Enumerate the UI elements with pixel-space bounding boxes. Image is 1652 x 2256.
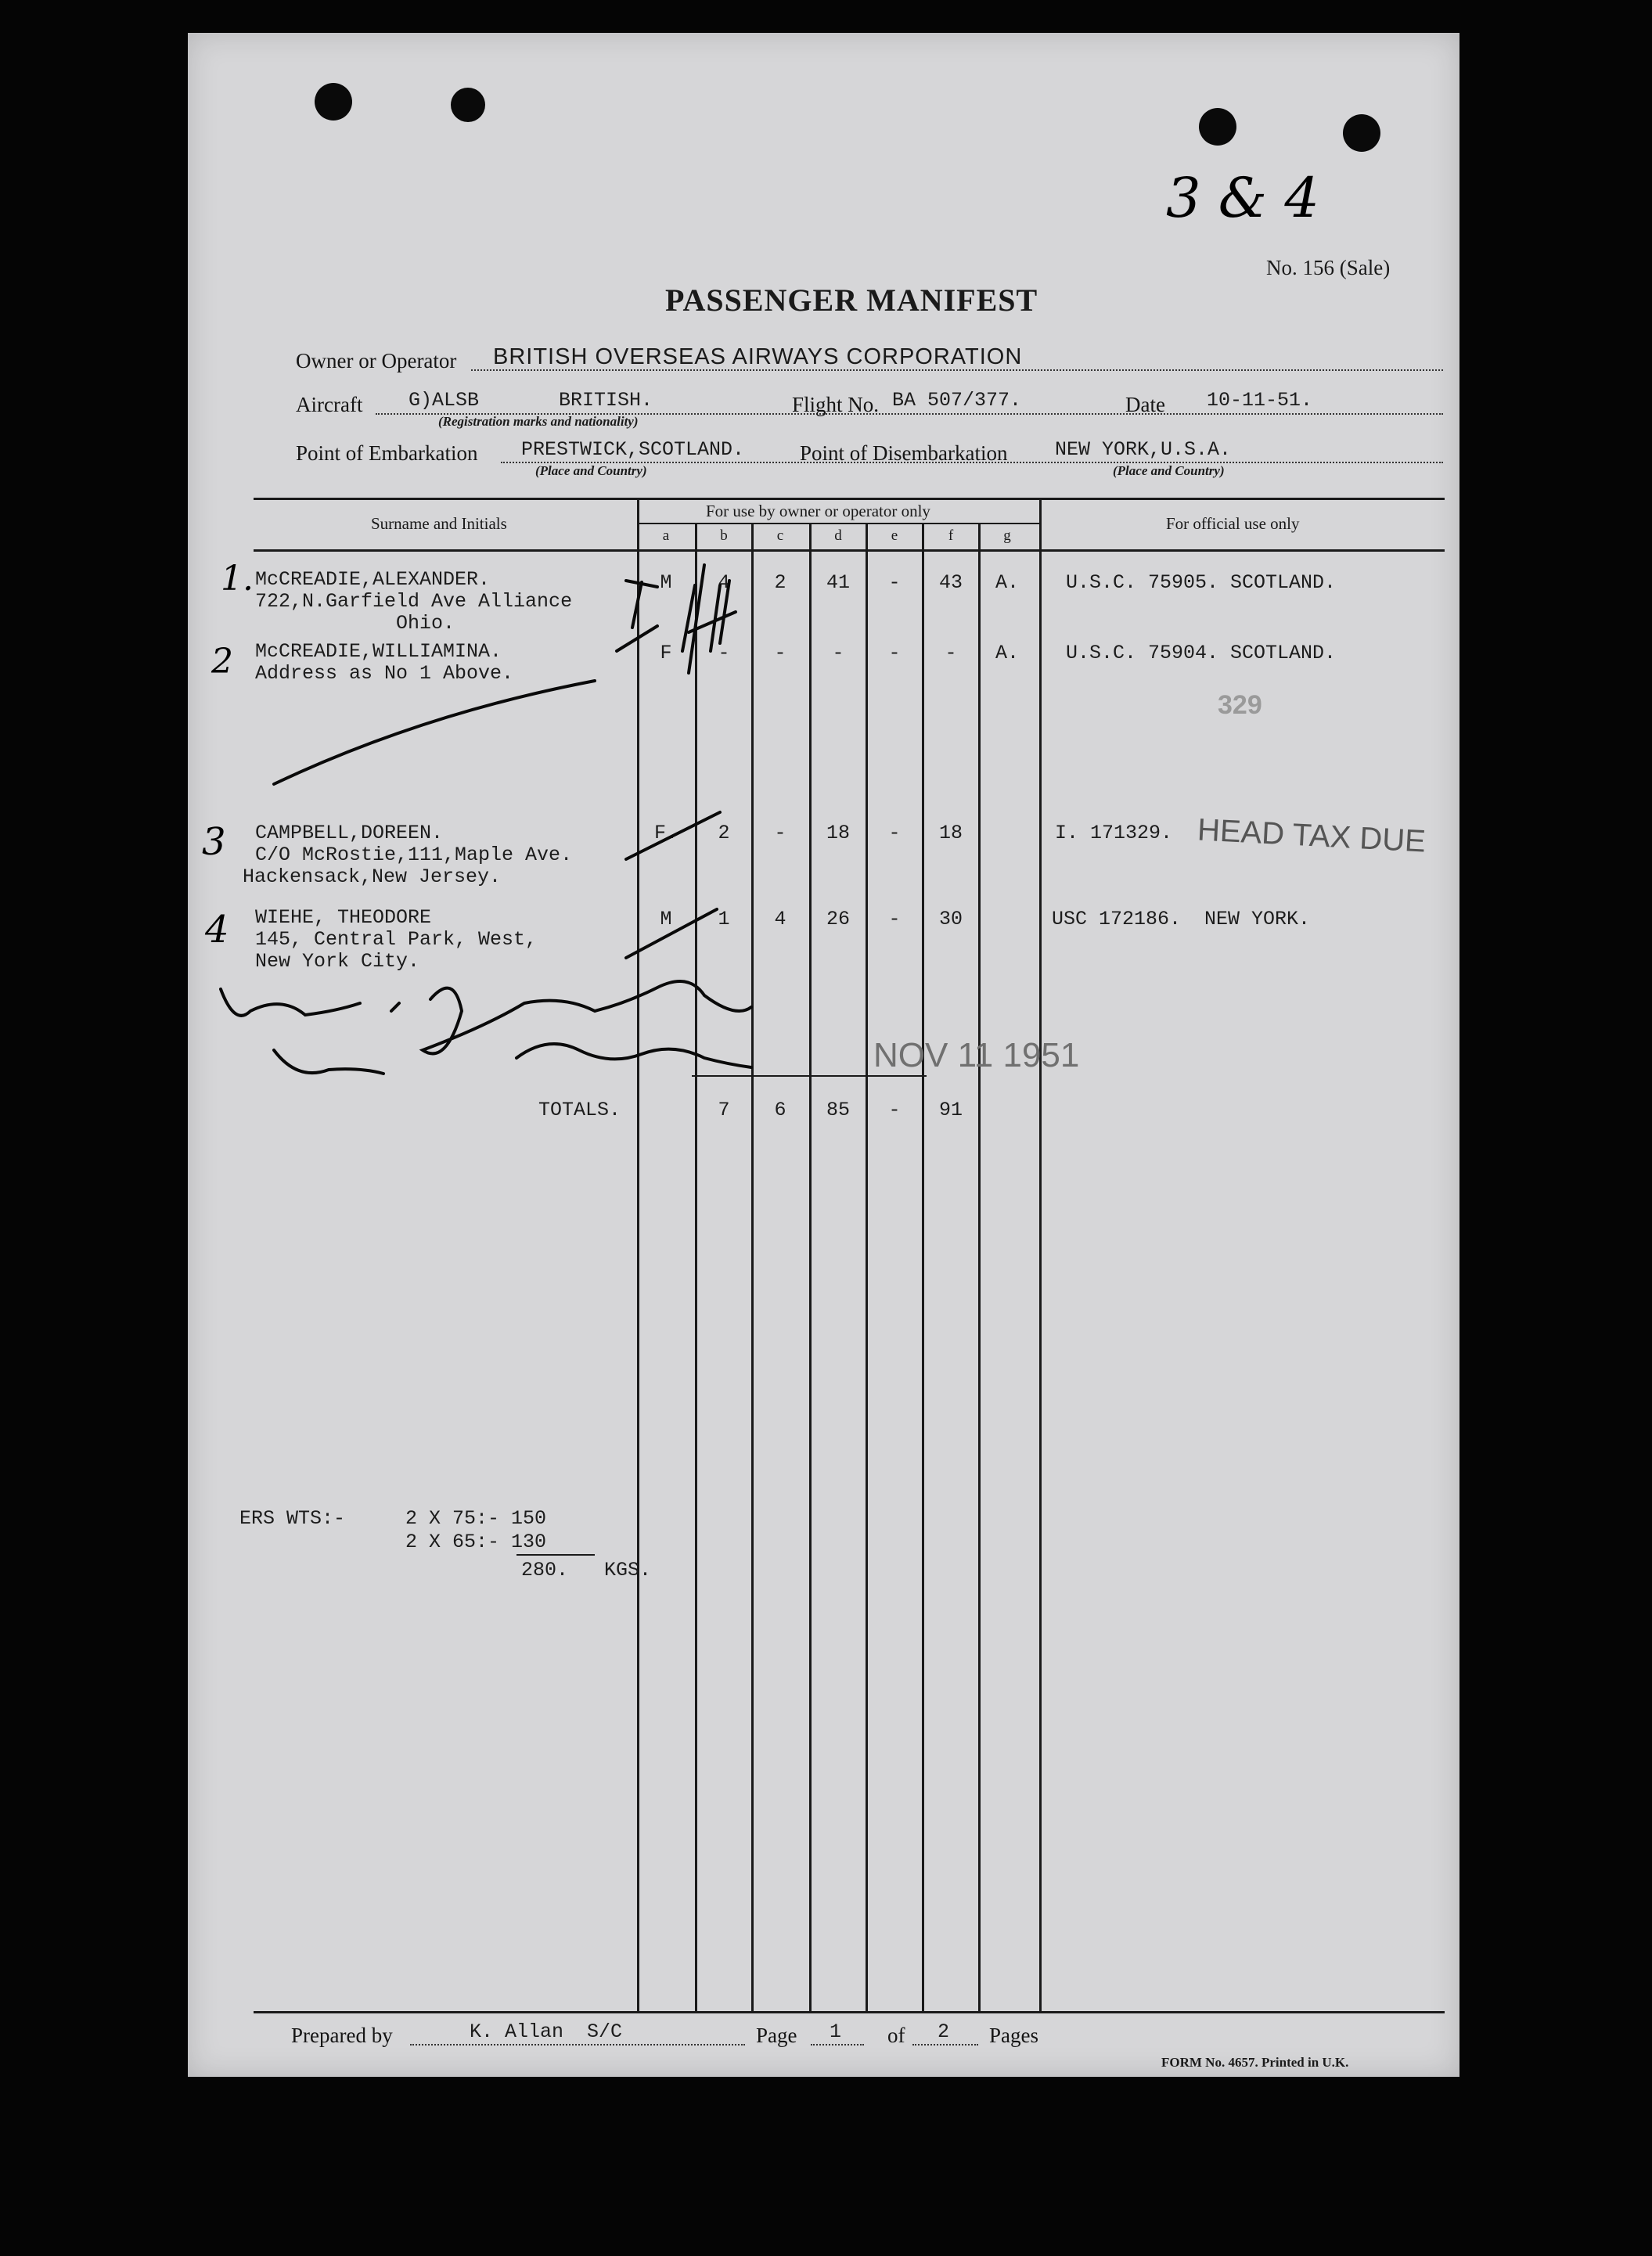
of-label: of: [887, 2024, 905, 2047]
date-value: 10-11-51.: [1207, 389, 1313, 412]
handwritten-marks: [188, 33, 1459, 1207]
form-note: FORM No. 4657. Printed in U.K.: [1161, 2055, 1349, 2070]
handwritten-initial-w: [736, 628, 772, 664]
cell-a: F.: [653, 822, 678, 844]
total-f: 91: [938, 1099, 963, 1121]
official-entry: I. 171329.: [1055, 822, 1173, 844]
passenger-address: Hackensack,New Jersey.: [243, 865, 502, 888]
of-underline: [912, 2044, 978, 2046]
column-header-e: e: [891, 527, 898, 544]
total-e: -: [888, 1099, 901, 1121]
weights-sum-rule: [516, 1554, 595, 1556]
page-title: PASSENGER MANIFEST: [665, 282, 1038, 318]
column-header-f: f: [948, 527, 954, 544]
cell-e: -: [888, 908, 901, 930]
row-number: 4: [205, 908, 229, 952]
cell-g: A.: [995, 571, 1019, 594]
stamp-date-received: NOV 11 1951: [873, 1036, 1080, 1074]
cell-c: 2: [774, 571, 786, 594]
header-surname: Surname and Initials: [371, 514, 507, 533]
embarkation-value: PRESTWICK,SCOTLAND.: [521, 438, 745, 461]
header-owner-use: For use by owner or operator only: [706, 502, 930, 520]
page-number: 3 & 4: [1166, 166, 1319, 230]
handwritten-line-1: [211, 984, 707, 1027]
passenger-address: New York City.: [255, 950, 420, 973]
cell-e: -: [888, 822, 901, 844]
handwritten-initials-ih: [673, 562, 731, 604]
weights-line-2: 2 X 65:- 130: [405, 1531, 547, 1553]
page-underline: [811, 2044, 864, 2046]
header-official-use: For official use only: [1166, 514, 1300, 533]
total-d: 85: [826, 1099, 850, 1121]
passenger-address: C/O McRostie,111,Maple Ave.: [255, 844, 573, 866]
prepared-value: K. Allan S/C: [470, 2020, 623, 2043]
disembarkation-value: NEW YORK,U.S.A.: [1055, 438, 1232, 461]
cell-d: 26: [826, 908, 850, 930]
column-header-b: b: [720, 527, 728, 544]
aircraft-nationality: BRITISH.: [559, 389, 653, 412]
aircraft-label: Aircraft: [296, 393, 363, 416]
cell-e: -: [888, 571, 901, 594]
weights-line-1: 2 X 75:- 150: [405, 1507, 547, 1530]
prepared-label: Prepared by: [291, 2024, 393, 2047]
page-value: 1: [830, 2020, 842, 2043]
passenger-address: Address as No 1 Above.: [255, 662, 514, 685]
column-header-a: a: [662, 527, 670, 544]
prepared-underline: [410, 2044, 745, 2046]
row-number: 3: [202, 820, 226, 864]
aircraft-caption: (Registration marks and nationality): [438, 414, 639, 429]
passenger-name: CAMPBELL,DOREEN.: [255, 822, 444, 844]
owner-value: BRITISH OVERSEAS AIRWAYS CORPORATION: [493, 344, 1023, 369]
passenger-address: Ohio.: [255, 612, 455, 635]
pages-label: Pages: [989, 2024, 1038, 2047]
weights-label: ERS WTS:-: [239, 1507, 346, 1530]
cell-a: M: [660, 908, 672, 930]
cell-a: M: [660, 571, 672, 594]
column-header-c: c: [776, 527, 784, 544]
disembarkation-label: Point of Disembarkation: [800, 441, 1008, 465]
aircraft-registration: G)ALSB: [409, 389, 480, 412]
passenger-name: McCREADIE,ALEXANDER.: [255, 568, 491, 591]
passenger-name: WIEHE, THEODORE: [255, 906, 432, 929]
cell-f: 43: [938, 571, 963, 594]
official-entry: U.S.C. 75904. SCOTLAND.: [1066, 642, 1337, 664]
cell-g: A.: [995, 642, 1019, 664]
table-bottom-rule: [254, 2011, 1445, 2013]
page-label: Page: [756, 2024, 797, 2047]
cell-f: -: [945, 642, 957, 664]
cell-f: 18: [938, 822, 963, 844]
date-label: Date: [1125, 393, 1165, 416]
handwritten-line-2: [269, 1042, 639, 1085]
total-b: 7: [718, 1099, 730, 1121]
disembarkation-caption: (Place and Country): [1113, 463, 1225, 478]
cell-e: -: [888, 642, 901, 664]
cell-a: F: [660, 642, 672, 664]
cell-c: 4: [774, 908, 786, 930]
cell-c: -: [774, 822, 786, 844]
flight-value: BA 507/377.: [892, 389, 1022, 412]
weights-total: 280.: [521, 1559, 569, 1581]
of-value: 2: [938, 2020, 950, 2043]
cell-b: -: [718, 642, 730, 664]
manifest-sheet: [188, 33, 1459, 2077]
passenger-name: McCREADIE,WILLIAMINA.: [255, 640, 502, 663]
weights-unit: KGS.: [604, 1559, 652, 1581]
stamp-head-tax-due: HEAD TAX DUE: [1197, 812, 1427, 859]
owner-label: Owner or Operator: [296, 349, 457, 372]
embarkation-label: Point of Embarkation: [296, 441, 478, 465]
cell-b: 2: [718, 822, 730, 844]
row-number: 1.: [221, 559, 254, 599]
cell-d: 41: [826, 571, 850, 594]
row-number: 2: [211, 642, 233, 682]
stamp-329: 329: [1218, 690, 1262, 720]
column-header-g: g: [1003, 527, 1011, 544]
form-number: No. 156 (Sale): [1266, 256, 1391, 279]
total-c: 6: [774, 1099, 786, 1121]
passenger-address: 145, Central Park, West,: [255, 928, 538, 951]
cell-d: -: [832, 642, 844, 664]
official-entry: USC 172186. NEW YORK.: [1052, 908, 1311, 930]
cell-d: 18: [826, 822, 850, 844]
cell-f: 30: [938, 908, 963, 930]
official-entry: U.S.C. 75905. SCOTLAND.: [1066, 571, 1337, 594]
cell-b: 4: [718, 571, 730, 594]
totals-label: TOTALS.: [538, 1099, 621, 1121]
flight-label: Flight No.: [792, 393, 880, 416]
column-header-d: d: [834, 527, 842, 544]
embarkation-caption: (Place and Country): [535, 463, 647, 478]
cell-c: -: [774, 642, 786, 664]
passenger-address: 722,N.Garfield Ave Alliance: [255, 590, 573, 613]
cell-b: 1: [718, 908, 730, 930]
